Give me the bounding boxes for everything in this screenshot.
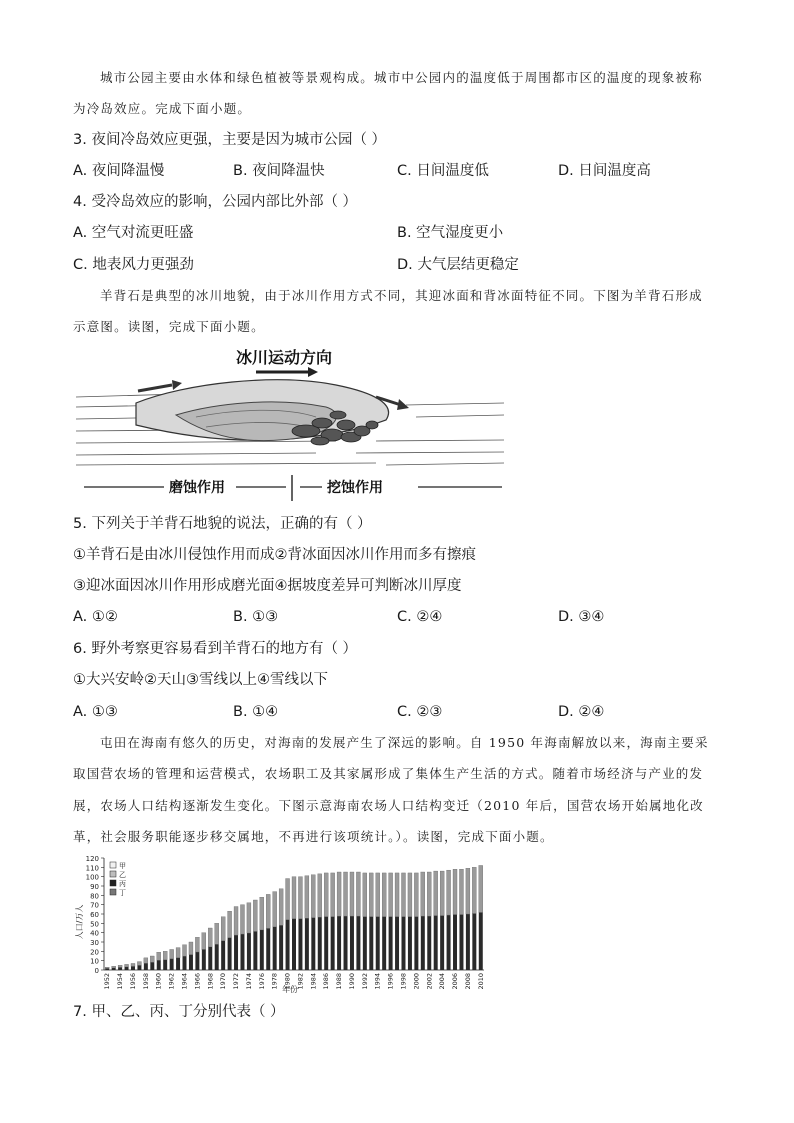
bar-lower-segment xyxy=(131,966,135,970)
q5-option-a[interactable]: A. ①② xyxy=(73,609,118,625)
bar-upper-segment xyxy=(389,873,393,917)
bar-lower-segment xyxy=(311,918,315,970)
bar-upper-segment xyxy=(324,873,328,917)
y-tick-label: 90 xyxy=(90,883,99,891)
bar-lower-segment xyxy=(363,917,367,970)
bar-upper-segment xyxy=(331,873,335,917)
bar-upper-segment xyxy=(215,923,219,944)
bar-upper-segment xyxy=(376,873,380,917)
bar-lower-segment xyxy=(228,938,232,970)
intro2-line2: 示意图。读图，完成下面小题。 xyxy=(73,319,265,334)
intro3-line2: 取国营农场的管理和运营模式，农场职工及其家属形成了集体生产生活的方式。随着市场经济与产业的发 xyxy=(73,766,704,781)
x-tick-label: 1966 xyxy=(193,973,202,990)
bar-lower-segment xyxy=(292,919,296,970)
q7-stem: 7. 甲、乙、丙、丁分别代表（ ） xyxy=(73,1004,285,1020)
x-tick-label: 1974 xyxy=(244,973,253,990)
q5-statement-1: ①羊背石是由冰川侵蚀作用而成②背冰面因冰川作用而多有擦痕 xyxy=(73,547,476,563)
bar-upper-segment xyxy=(298,877,302,919)
y-tick-label: 20 xyxy=(90,948,99,957)
bar-upper-segment xyxy=(466,868,470,914)
x-tick-label: 1956 xyxy=(128,973,137,990)
abrasion-label: 磨蚀作用 xyxy=(169,480,225,496)
roche-moutonnee-diagram xyxy=(76,345,506,505)
bar-upper-segment xyxy=(472,867,476,913)
x-tick-label: 1988 xyxy=(335,973,344,990)
q3-option-c[interactable]: C. 日间温度低 xyxy=(397,163,489,179)
bar-lower-segment xyxy=(234,935,238,970)
bar-upper-segment xyxy=(105,967,109,968)
bar-lower-segment xyxy=(369,917,373,970)
bar-upper-segment xyxy=(286,879,290,920)
bar-upper-segment xyxy=(189,942,193,955)
q6-option-b[interactable]: B. ①④ xyxy=(233,704,279,720)
bar-upper-segment xyxy=(163,951,167,959)
x-tick-label: 1998 xyxy=(399,973,408,990)
bar-upper-segment xyxy=(311,875,315,918)
legend-swatch xyxy=(110,862,116,868)
q6-stem: 6. 野外考察更容易看到羊背石的地方有（ ） xyxy=(73,641,358,657)
bar-lower-segment xyxy=(356,916,360,970)
q3-option-d[interactable]: D. 日间温度高 xyxy=(558,163,651,179)
bar-lower-segment xyxy=(202,949,206,970)
bar-lower-segment xyxy=(208,947,212,970)
intro3-line1: 屯田在海南有悠久的历史，对海南的发展产生了深远的影响。自 1950 年海南解放以来，海南主要采 xyxy=(100,735,709,750)
y-tick-label: 0 xyxy=(94,967,99,975)
y-tick-label: 80 xyxy=(90,892,99,901)
q6-option-a[interactable]: A. ①③ xyxy=(73,704,118,720)
bar-lower-segment xyxy=(479,913,483,970)
bar-lower-segment xyxy=(170,959,174,970)
bar-lower-segment xyxy=(253,932,257,971)
x-tick-label: 1970 xyxy=(219,973,228,990)
bar-lower-segment xyxy=(324,917,328,970)
bar-lower-segment xyxy=(195,952,199,970)
q6-option-c[interactable]: C. ②③ xyxy=(397,704,443,720)
bar-lower-segment xyxy=(466,914,470,970)
x-tick-label: 1990 xyxy=(347,973,356,990)
bar-upper-segment xyxy=(350,872,354,916)
bar-upper-segment xyxy=(195,937,199,952)
x-tick-label: 1964 xyxy=(180,973,189,990)
y-tick-label: 40 xyxy=(90,929,99,938)
bar-lower-segment xyxy=(408,917,412,970)
legend-label: 丙 xyxy=(119,880,126,888)
x-tick-label: 2010 xyxy=(476,973,485,990)
q4-option-c[interactable]: C. 地表风力更强劲 xyxy=(73,257,194,273)
legend-swatch xyxy=(110,889,116,895)
x-tick-label: 2004 xyxy=(438,973,447,990)
bar-lower-segment xyxy=(331,917,335,970)
bar-upper-segment xyxy=(234,907,238,936)
bar-lower-segment xyxy=(157,960,161,970)
bar-upper-segment xyxy=(183,945,187,956)
bar-upper-segment xyxy=(125,964,129,967)
bar-upper-segment xyxy=(356,872,360,916)
bar-upper-segment xyxy=(221,917,225,941)
bar-upper-segment xyxy=(369,873,373,917)
q4-option-a[interactable]: A. 空气对流更旺盛 xyxy=(73,225,194,241)
bar-upper-segment xyxy=(208,928,212,947)
bar-upper-segment xyxy=(279,889,283,926)
bar-lower-segment xyxy=(260,930,264,970)
y-tick-label: 50 xyxy=(90,920,99,929)
x-tick-label: 1978 xyxy=(270,973,279,990)
bar-lower-segment xyxy=(112,968,116,970)
bar-lower-segment xyxy=(434,916,438,970)
bar-upper-segment xyxy=(292,877,296,919)
q4-stem: 4. 受冷岛效应的影响，公园内部比外部（ ） xyxy=(73,194,358,210)
y-tick-label: 110 xyxy=(85,864,99,873)
bar-upper-segment xyxy=(131,963,135,966)
x-tick-label: 2006 xyxy=(451,973,460,990)
x-tick-label: 1982 xyxy=(296,973,305,990)
x-tick-label: 1986 xyxy=(322,973,331,990)
legend-label: 甲 xyxy=(119,862,126,870)
bar-upper-segment xyxy=(440,871,444,916)
bar-lower-segment xyxy=(189,955,193,970)
ice-direction-label: 冰川运动方向 xyxy=(236,348,333,367)
bar-upper-segment xyxy=(479,865,483,912)
bar-upper-segment xyxy=(337,872,341,916)
x-tick-label: 2008 xyxy=(463,973,472,990)
bar-lower-segment xyxy=(118,967,122,970)
bar-upper-segment xyxy=(344,872,348,916)
x-tick-label: 1954 xyxy=(116,973,125,990)
intro1-line2: 为冷岛效应。完成下面小题。 xyxy=(73,101,252,116)
bar-lower-segment xyxy=(350,916,354,970)
x-tick-label: 1996 xyxy=(386,973,395,990)
bar-upper-segment xyxy=(112,966,116,968)
bar-lower-segment xyxy=(453,915,457,970)
bar-lower-segment xyxy=(240,934,244,970)
bar-upper-segment xyxy=(144,958,148,963)
y-tick-label: 30 xyxy=(90,939,99,947)
bar-lower-segment xyxy=(163,960,167,970)
bar-lower-segment xyxy=(298,919,302,970)
bar-upper-segment xyxy=(395,873,399,917)
bar-lower-segment xyxy=(215,944,219,970)
y-tick-label: 60 xyxy=(90,911,99,919)
bar-lower-segment xyxy=(395,917,399,970)
q6-statement: ①大兴安岭②天山③雪线以上④雪线以下 xyxy=(73,672,328,688)
bar-lower-segment xyxy=(247,933,251,970)
bar-lower-segment xyxy=(427,916,431,970)
bar-upper-segment xyxy=(240,905,244,934)
bar-lower-segment xyxy=(137,965,141,970)
bar-upper-segment xyxy=(401,873,405,917)
bar-lower-segment xyxy=(266,928,270,970)
bar-lower-segment xyxy=(279,925,283,970)
y-tick-label: 100 xyxy=(85,873,99,882)
bar-upper-segment xyxy=(273,892,277,927)
bar-upper-segment xyxy=(434,871,438,916)
bar-upper-segment xyxy=(176,948,180,958)
bar-lower-segment xyxy=(144,963,148,970)
bar-upper-segment xyxy=(253,900,257,932)
x-tick-label: 1994 xyxy=(373,973,382,990)
x-axis-label: 年份 xyxy=(282,985,298,994)
bar-lower-segment xyxy=(401,917,405,970)
q4-option-b[interactable]: B. 空气湿度更小 xyxy=(397,225,504,241)
x-tick-label: 1952 xyxy=(103,973,112,990)
bar-lower-segment xyxy=(376,917,380,970)
bar-upper-segment xyxy=(157,952,161,960)
x-tick-label: 1958 xyxy=(141,973,150,990)
bar-upper-segment xyxy=(202,933,206,950)
bar-lower-segment xyxy=(305,918,309,970)
x-tick-label: 1984 xyxy=(309,973,318,990)
bar-lower-segment xyxy=(344,916,348,970)
bar-upper-segment xyxy=(150,956,154,962)
y-tick-label: 10 xyxy=(90,957,99,966)
q3-option-a[interactable]: A. 夜间降温慢 xyxy=(73,163,165,179)
bar-upper-segment xyxy=(447,870,451,915)
bar-upper-segment xyxy=(266,894,270,928)
q3-stem: 3. 夜间冷岛效应更强，主要是因为城市公园（ ） xyxy=(73,132,387,148)
legend-swatch xyxy=(110,871,116,877)
q5-option-b[interactable]: B. ①③ xyxy=(233,609,279,625)
bar-upper-segment xyxy=(408,873,412,917)
legend-label: 丁 xyxy=(119,889,126,897)
plucking-label: 挖蚀作用 xyxy=(327,480,383,496)
intro3-line4: 革，社会服务职能逐步移交属地，不再进行该项统计。）。读图，完成下面小题。 xyxy=(73,829,554,844)
y-tick-label: 120 xyxy=(85,855,99,863)
y-tick-label: 70 xyxy=(90,901,99,910)
bar-lower-segment xyxy=(440,916,444,970)
bar-lower-segment xyxy=(414,917,418,970)
legend-label: 乙 xyxy=(119,871,126,879)
y-axis-label: 人口/万人 xyxy=(75,904,84,940)
bar-lower-segment xyxy=(176,958,180,970)
q3-option-b[interactable]: B. 夜间降温快 xyxy=(233,163,325,179)
bar-upper-segment xyxy=(305,876,309,918)
bar-upper-segment xyxy=(170,949,174,958)
x-tick-label: 1980 xyxy=(283,973,292,990)
bar-upper-segment xyxy=(421,872,425,916)
intro3-line3: 展，农场人口结构逐渐发生变化。下图示意海南农场人口结构变迁（2010 年后，国营农场开始属地化改 xyxy=(73,798,704,813)
bar-lower-segment xyxy=(150,962,154,970)
x-tick-label: 1972 xyxy=(232,973,241,990)
x-tick-label: 1968 xyxy=(206,973,215,990)
bar-lower-segment xyxy=(273,927,277,970)
bar-upper-segment xyxy=(363,873,367,917)
bar-upper-segment xyxy=(118,965,122,967)
bar-upper-segment xyxy=(414,873,418,917)
bar-lower-segment xyxy=(389,917,393,970)
bar-lower-segment xyxy=(105,968,109,970)
bar-lower-segment xyxy=(447,915,451,970)
chart-bars xyxy=(105,865,483,970)
population-chart xyxy=(70,852,490,994)
bar-upper-segment xyxy=(247,903,251,933)
bar-lower-segment xyxy=(221,941,225,970)
q5-option-c[interactable]: C. ②④ xyxy=(397,609,443,625)
bar-upper-segment xyxy=(137,962,141,966)
bar-lower-segment xyxy=(286,920,290,970)
bar-upper-segment xyxy=(427,872,431,916)
bar-upper-segment xyxy=(318,874,322,917)
q5-option-d[interactable]: D. ③④ xyxy=(558,609,605,625)
x-tick-label: 1992 xyxy=(360,973,369,990)
q5-stem: 5. 下列关于羊背石地貌的说法，正确的有（ ） xyxy=(73,516,372,532)
bar-lower-segment xyxy=(421,916,425,970)
bar-upper-segment xyxy=(453,869,457,914)
x-tick-label: 2002 xyxy=(425,973,434,990)
x-tick-label: 1976 xyxy=(257,973,266,990)
chart-legend xyxy=(110,862,126,897)
legend-swatch xyxy=(110,880,116,886)
bar-lower-segment xyxy=(472,914,476,970)
bar-upper-segment xyxy=(228,911,232,937)
bar-lower-segment xyxy=(318,917,322,970)
intro1-line1: 城市公园主要由水体和绿色植被等景观构成。城市中公园内的温度低于周围都市区的温度的现象被称 xyxy=(100,70,703,85)
bar-lower-segment xyxy=(183,956,187,970)
bar-upper-segment xyxy=(260,897,264,930)
q4-option-d[interactable]: D. 大气层结更稳定 xyxy=(397,257,519,273)
x-tick-label: 1962 xyxy=(167,973,176,990)
intro2-line1: 羊背石是典型的冰川地貌，由于冰川作用方式不同，其迎冰面和背冰面特征不同。下图为羊背石形成 xyxy=(100,288,703,303)
bar-lower-segment xyxy=(337,916,341,970)
bar-upper-segment xyxy=(382,873,386,917)
bar-lower-segment xyxy=(125,967,129,970)
x-tick-label: 2000 xyxy=(412,973,421,990)
x-tick-label: 1960 xyxy=(154,973,163,990)
q6-option-d[interactable]: D. ②④ xyxy=(558,704,605,720)
q5-statement-2: ③迎冰面因冰川作用形成磨光面④据坡度差异可判断冰川厚度 xyxy=(73,578,462,594)
bar-lower-segment xyxy=(382,917,386,970)
bar-upper-segment xyxy=(459,869,463,914)
bar-lower-segment xyxy=(459,915,463,970)
